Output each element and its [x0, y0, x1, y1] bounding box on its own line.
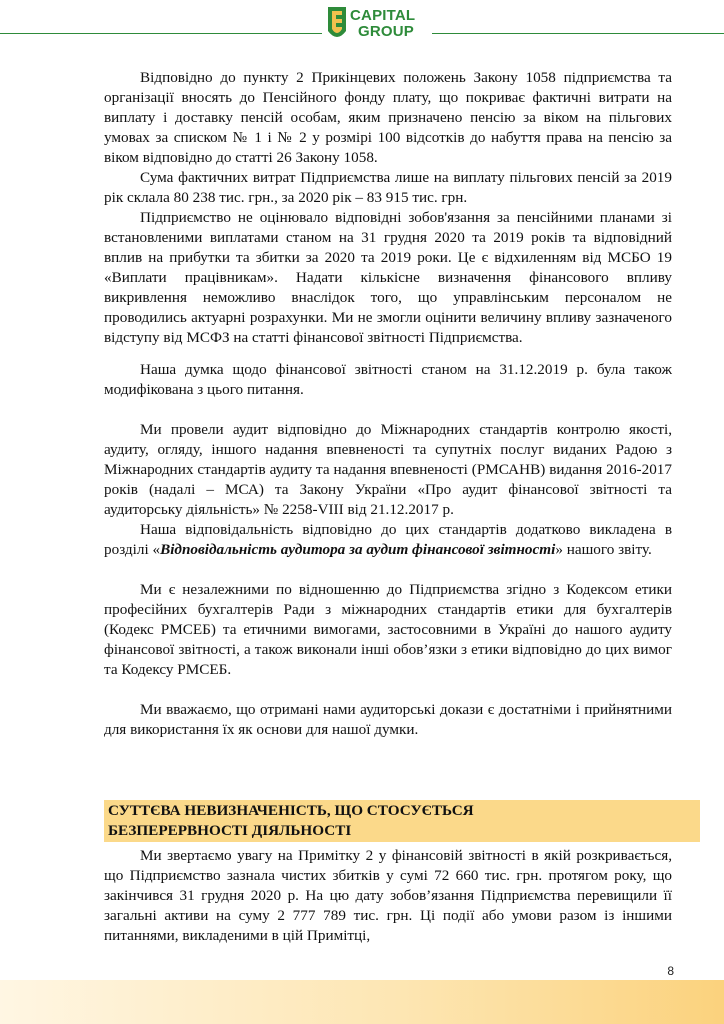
logo-text-group: GROUP	[358, 23, 415, 40]
section-heading	[108, 801, 668, 841]
paragraph-ias19-deviation: Підприємство не оцінювало відповідні зобов'язання за пенсійними планами зі встановленими виплатами станом на 31 грудня 2020 та 2019 років та відповідний вплив на прибутки та збитки за 2020 та 2019 роки. Це є відхиленням від МСБО 19 «Виплати працівникам». Надати кількісне визначення фінансового впливу викривлення неможливо внаслідок того, що управлінським персоналом не проводились актуарні розрахунки. Ми не змогли оцінити величину впливу зазначеного відступу від МСФЗ на статті фінансової звітності Підприємства.	[104, 209, 672, 346]
paragraph-sufficient-evidence: Ми вважаємо, що отримані нами аудиторські докази є достатніми і прийнятними для використання їх як основи для нашої думки.	[104, 701, 672, 738]
logo-text-capital: CAPITAL	[350, 7, 416, 24]
going-concern-body	[104, 846, 672, 946]
header-rule-right	[432, 33, 724, 34]
page-number: 8	[667, 964, 674, 978]
paragraph-going-concern: Ми звертаємо увагу на Примітку 2 у фінансовій звітності в якій розкривається, що Підприємство зазнала чистих збитків у сумі 72 660 тис. грн. протягом року, що закінчився 31 грудня 2020 р. На цю дату зобов’язання Підприємства перевищили її загальні активи на суму 2 777 789 тис. грн. Ці події або умови разом із іншими питаннями, викладеними в цій Примітці,	[104, 847, 672, 944]
footer-gradient-band	[0, 980, 724, 1024]
paragraph-audit-standards: Ми провели аудит відповідно до Міжнародних стандартів контролю якості, аудиту, огляду, іншого надання впевненості та супутніх послуг виданих Радою з Міжнародних стандартів аудиту та надання впевненості (РМСАНВ) видання 2016-2017 років (надалі – МСА) та Закону України «Про аудит фінансової звітності та аудиторську діяльність» № 2258-VIII від 21.12.2017 р.	[104, 421, 672, 518]
paragraph-pension-law: Відповідно до пункту 2 Прикінцевих положень Закону 1058 підприємства та організації вносять до Пенсійного фонду плату, що покриває фактичні витрати на виплату і доставку пенсій особам, яким призначено пенсію за віком на пільгових умовах за списком № 1 і № 2 у розмірі 100 відсотків до набуття права на пенсію за віком відповідно до статті 26 Закону 1058.	[104, 69, 672, 166]
section-heading-line-2: БЕЗПЕРЕРВНОСТІ ДІЯЛЬНОСТІ	[108, 822, 352, 839]
responsibility-section-ref: Відповідальність аудитора за аудит фінансової звітності	[160, 541, 556, 558]
paragraph-independence: Ми є незалежними по відношенню до Підприємства згідно з Кодексом етики професійних бухгалтерів Ради з міжнародних стандартів етики для бухгалтерів (Кодекс РМСЕБ) та етичними вимогами, застосовними в Україні до нашого аудиту фінансової звітності, а також виконали інші обов’язки з етики відповідно до цих вимог та Кодексу РМСЕБ.	[104, 581, 672, 678]
responsibility-text-after: » нашого звіту.	[555, 541, 652, 558]
paragraph-pension-costs: Сума фактичних витрат Підприємства лише на виплату пільгових пенсій за 2019 рік склала 80 238 тис. грн., за 2020 рік – 83 915 тис. грн.	[104, 169, 672, 206]
paragraph-responsibility	[104, 520, 672, 560]
capital-group-logo-icon	[326, 5, 348, 43]
paragraph-prior-opinion: Наша думка щодо фінансової звітності станом на 31.12.2019 р. була також модифікована з цього питання.	[104, 361, 672, 398]
section-heading-line-1: СУТТЄВА НЕВИЗНАЧЕНІСТЬ, ЩО СТОСУЄТЬСЯ	[108, 802, 474, 819]
document-body	[104, 68, 672, 740]
header-rule-left	[0, 33, 322, 34]
responsibility-text-before: Наша відповідальність відповідно до цих стандартів додатково викладена в розділі «	[104, 521, 672, 558]
company-logo	[326, 5, 430, 45]
